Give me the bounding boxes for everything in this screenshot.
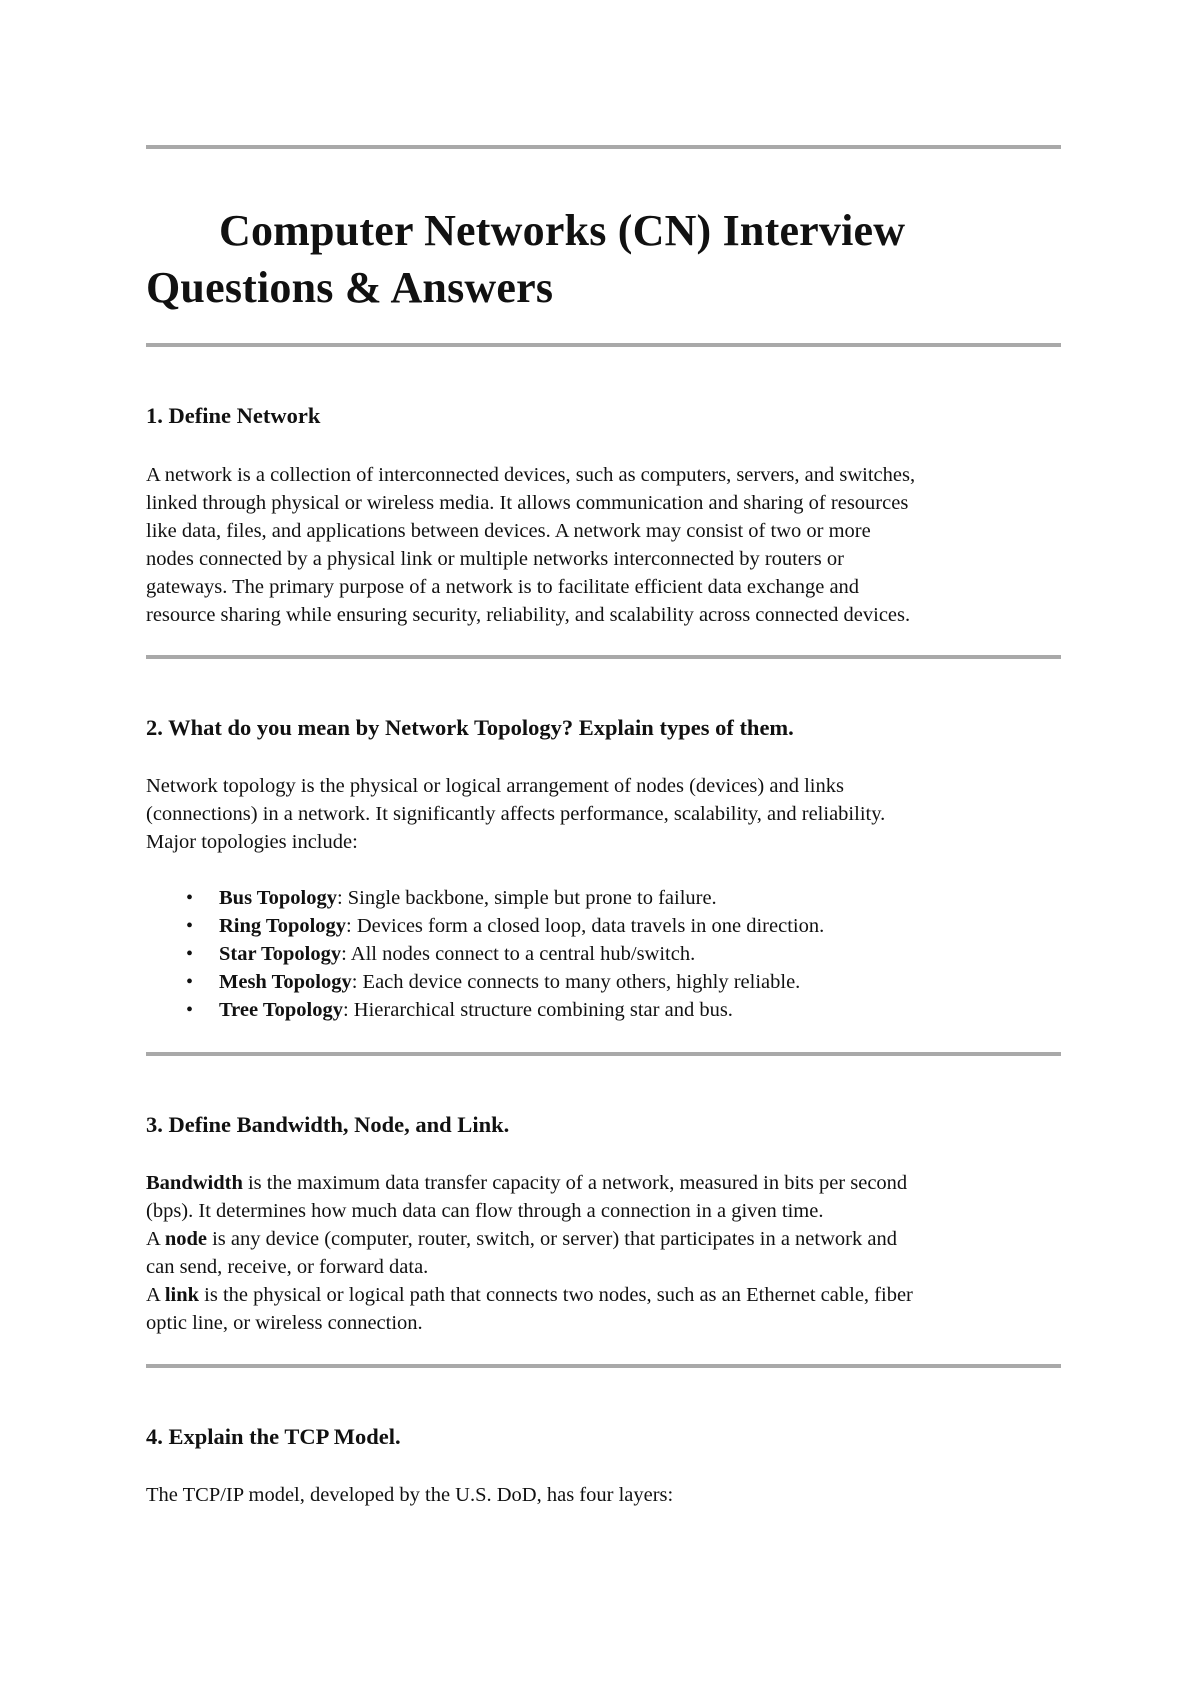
list-item-desc: : Each device connects to many others, highly reliable. — [351, 971, 801, 993]
bullet-icon: • — [186, 943, 194, 965]
horizontal-rule — [146, 145, 1061, 149]
bullet-icon: • — [186, 999, 194, 1021]
section-4-heading: 4. Explain the TCP Model. — [146, 1424, 401, 1449]
horizontal-rule — [146, 655, 1061, 659]
paragraph-line: linked through physical or wireless media. It allows communication and sharing of resources — [146, 492, 909, 514]
paragraph-line: like data, files, and applications between devices. A network may consist of two or more — [146, 520, 871, 542]
paragraph-line: Bandwidth is the maximum data transfer capacity of a network, measured in bits per second — [146, 1172, 908, 1194]
section-4-paragraph — [146, 1481, 1071, 1509]
section-1-heading: 1. Define Network — [146, 403, 321, 428]
paragraph-line: A network is a collection of interconnected devices, such as computers, servers, and switches, — [146, 464, 916, 486]
section-1-paragraph — [146, 461, 1071, 629]
horizontal-rule — [146, 1052, 1061, 1056]
paragraph-line: optic line, or wireless connection. — [146, 1312, 423, 1334]
section-2-paragraph — [146, 772, 1071, 856]
paragraph-line: A node is any device (computer, router, switch, or server) that participates in a network and — [146, 1228, 897, 1250]
list-item-term: Bus Topology — [219, 887, 337, 909]
list-item-term: Tree Topology — [219, 999, 343, 1021]
list-item — [146, 940, 824, 968]
horizontal-rule — [146, 343, 1061, 347]
list-item-desc: : Hierarchical structure combining star and bus. — [342, 999, 733, 1021]
paragraph-line: (connections) in a network. It significantly affects performance, scalability, and reliability. — [146, 803, 886, 825]
paragraph-line: nodes connected by a physical link or multiple networks interconnected by routers or — [146, 548, 844, 570]
list-item-desc: : Single backbone, simple but prone to failure. — [336, 887, 717, 909]
paragraph-line: Major topologies include: — [146, 831, 358, 853]
document-title: Computer Networks (CN) Interview Questions & Answers — [146, 206, 906, 312]
list-item — [146, 996, 824, 1024]
paragraph-line: A link is the physical or logical path that connects two nodes, such as an Ethernet cable, fiber — [146, 1284, 913, 1306]
topology-list — [146, 884, 824, 1024]
term-link: link — [164, 1284, 200, 1306]
paragraph-line: can send, receive, or forward data. — [146, 1256, 429, 1278]
list-item-term: Mesh Topology — [219, 971, 352, 993]
list-item — [146, 968, 824, 996]
list-item-desc: : Devices form a closed loop, data travels in one direction. — [346, 915, 825, 937]
section-3-paragraph — [146, 1169, 1071, 1337]
bullet-icon: • — [186, 915, 194, 937]
horizontal-rule — [146, 1364, 1061, 1368]
list-item-term: Ring Topology — [219, 915, 347, 937]
list-item — [146, 912, 824, 940]
paragraph-line: (bps). It determines how much data can flow through a connection in a given time. — [146, 1200, 824, 1222]
paragraph-line: The TCP/IP model, developed by the U.S. DoD, has four layers: — [146, 1484, 674, 1506]
paragraph-line: gateways. The primary purpose of a network is to facilitate efficient data exchange and — [146, 576, 860, 598]
list-item-desc: : All nodes connect to a central hub/switch. — [341, 943, 696, 965]
section-3-heading: 3. Define Bandwidth, Node, and Link. — [146, 1112, 510, 1137]
term-bandwidth: Bandwidth — [146, 1172, 243, 1194]
list-item-term: Star Topology — [219, 943, 342, 965]
section-2-heading: 2. What do you mean by Network Topology? Explain types of them. — [146, 715, 794, 740]
bullet-icon: • — [186, 887, 194, 909]
bullet-icon: • — [186, 971, 194, 993]
term-node: node — [164, 1228, 207, 1250]
paragraph-line: resource sharing while ensuring security, reliability, and scalability across connected devices. — [146, 604, 911, 626]
paragraph-line: Network topology is the physical or logical arrangement of nodes (devices) and links — [146, 775, 844, 797]
list-item — [146, 884, 824, 912]
